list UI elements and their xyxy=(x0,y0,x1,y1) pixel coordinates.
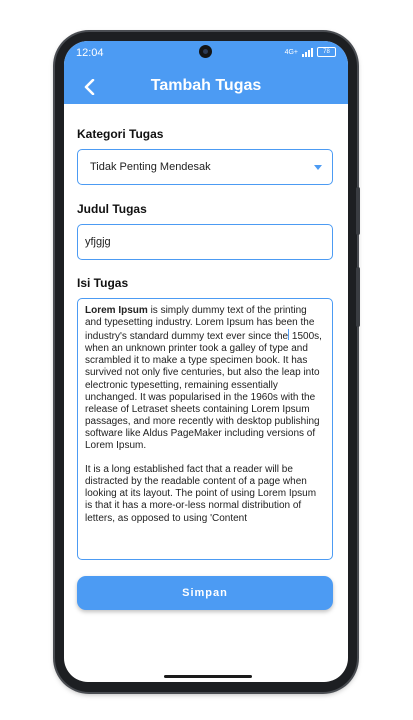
back-button[interactable] xyxy=(76,73,104,101)
phone-frame xyxy=(55,32,357,692)
category-dropdown[interactable] xyxy=(77,149,333,185)
title-input-value: yfjgjg xyxy=(85,236,111,248)
network-label: 4G+ xyxy=(284,48,298,56)
phone-screen xyxy=(64,41,348,682)
content-p1-a: is simply dummy text of the printing and typesetting industry. Lorem Ipsum has been the industry's standard dummy text ever since the xyxy=(85,305,315,343)
content-textarea[interactable] xyxy=(77,298,333,560)
page-title: Tambah Tugas xyxy=(150,77,262,94)
content-p1-b: 1500s, when an unknown printer took a galley of type and scrambled it to make a type specimen book. It has survived not only five centuries, but also the leap into electronic typesetting, remaining essentially unchanged. It was popularised in the 1960s with the release of Letraset sheets containing Lorem Ipsum passages, and more recently with desktop publishing software like Aldus PageMaker including versions of Lorem Ipsum. xyxy=(85,331,322,452)
title-input[interactable] xyxy=(77,224,333,260)
content-bold-lead: Lorem Ipsum xyxy=(85,305,148,316)
content-p2: It is a long established fact that a reader will be distracted by the readable content of a page when looking at its layout. The point of using Lorem Ipsum is that it has a more-or-less normal distribution of letters, as opposed to using 'Content xyxy=(85,464,317,524)
arrow-left-icon xyxy=(83,79,97,95)
save-button[interactable]: Simpan xyxy=(77,576,333,610)
signal-icon xyxy=(302,48,313,57)
content-text xyxy=(85,305,326,525)
home-indicator[interactable] xyxy=(164,675,252,678)
title-label: Judul Tugas xyxy=(77,202,147,216)
category-label: Kategori Tugas xyxy=(77,127,164,141)
category-selected: Tidak Penting Mendesak xyxy=(90,161,211,173)
battery-icon: 78 xyxy=(317,47,336,57)
app-bar xyxy=(64,41,348,104)
caret-down-icon xyxy=(314,165,322,170)
content-label: Isi Tugas xyxy=(77,276,129,290)
status-icons xyxy=(285,47,336,57)
status-time: 12:04 xyxy=(76,47,104,59)
power-button xyxy=(356,267,360,327)
front-camera xyxy=(199,45,212,58)
volume-button xyxy=(356,187,360,235)
